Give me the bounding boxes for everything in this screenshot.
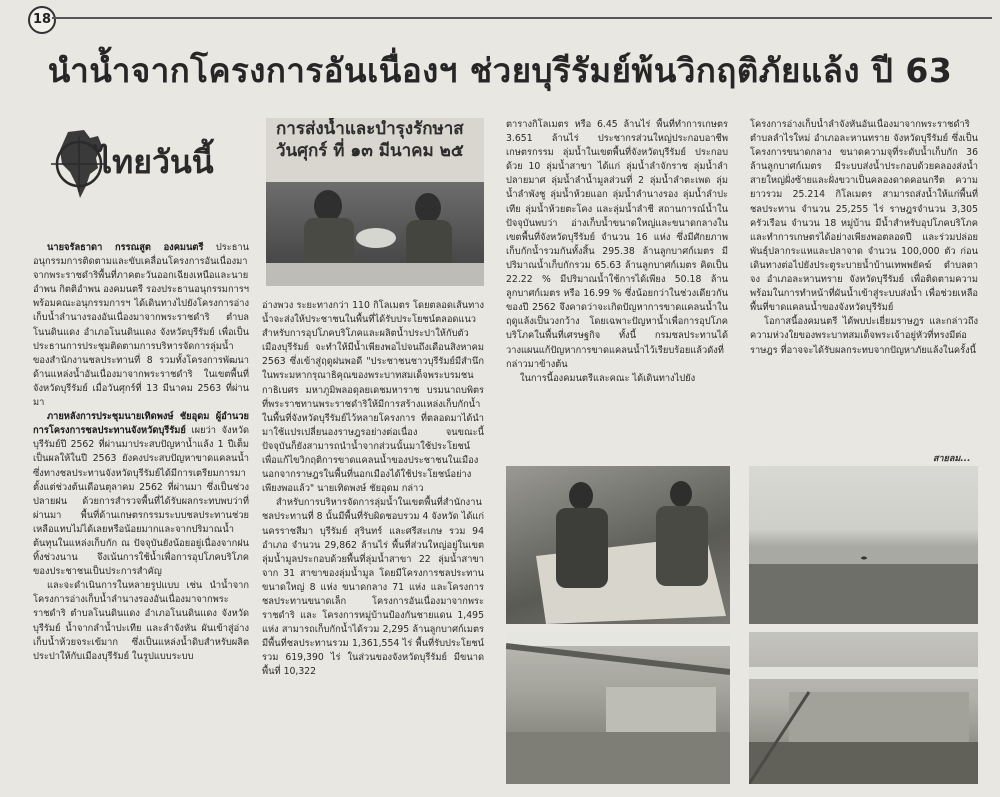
top-rule: [52, 17, 992, 19]
paragraph: ตารางกิโลเมตร หรือ 6.45 ล้านไร่ พื้นที่ทำการเกษตร 3.651 ล้านไร่ ประชากรส่วนใหญ่ประกอบอาชีพเกษตรกรรม ลุ่มน้ำในเขตพื้นที่จังหวัดบุรีรัมย์ ประกอบด้วย 10 ลุ่มน้ำสาขา ได้แก่ ลุ่มน้ำลำจักราช ลุ่มน้ำลำปลายมาศ ลุ่มน้ำลำน้ำมูลส่วนที่ 2 ลุ่มน้ำลำตะเพด ลุ่มน้ำลำพังชู ลุ่มน้ำห้วยแอก ลุ่มน้ำลำนางรอง ลุ่มน้ำลำปะเทีย ลุ่มน้ำห้วยตะโคง และลุ่มน้ำลำชี สถานการณ์น้ำในปัจจุบันพบว่า อ่างเก็บน้ำขนาดใหญ่และขนาดกลางในเขตพื้นที่จังหวัดบุรีรัมย์ จำนวน 16 แห่ง ซึ่งมีศักยภาพเก็บกักน้ำรวมกันทั้งสิ้น 295.38 ล้านลูกบาศก์เมตร มีปริมาณน้ำเก็บกักรวม 65.63 ล้านลูกบาศก์เมตร คิดเป็น 22.22 % มีปริมาณน้ำใช้การได้เพียง 50.18 ล้านลูกบาศก์เมตร หรือ 16.99 % ซึ่งน้อยกว่าในช่วงเดียวกันของปี 2562 จึงคาดว่าจะเกิดปัญหาการขาดแคลนน้ำในฤดูแล้งเป็นวงกว้าง โดยเฉพาะปัญหาน้ำเพื่อการอุปโภคบริโภคในพื้นที่เศรษฐกิจ ทั้งนี้ กรมชลประทานได้วางแผนแก้ปัญหาการขาดแคลนน้ำไว้เรียบร้อยแล้วดังที่กล่าวมาข้างต้น: [506, 119, 728, 370]
canal-photo: [506, 632, 730, 784]
officials-illustration: [266, 118, 484, 286]
paragraph: และจะดำเนินการในหลายรูปแบบ เช่น นำน้ำจากโครงการอ่างเก็บน้ำลำนางรองอันเนื่องมาจากพระราชดำริ ตำบลโนนดินแดง อำเภอโนนดินแดง จังหวัดบุรีรัมย์ น้ำจากลำน้ำปะเทีย และลำจังหัน ผันเข้าสู่อ่างเก็บน้ำห้วยจระเข้มาก ซึ่งเป็นแหล่งน้ำดิบสำหรับผลิตประปาให้กับเมืองบุรีรัมย์ ในรูปแบบระบบ: [33, 580, 249, 662]
photo-banner-line-2: วันศุกร์ ที่ ๑๓ มีนาคม ๒๕: [276, 141, 464, 161]
page-number: 18: [28, 6, 56, 34]
paragraph: โอกาสนี้องคมนตรี ได้พบปะเยี่ยมราษฎร และกล่าวถึงความห่วงใยของพระบาทสมเด็จพระเจ้าอยู่หัวที่ทรงมีต่อราษฎร ที่อาจจะได้รับผลกระทบจากปัญหาภัยแล้งในครั้งนี้: [750, 316, 978, 356]
paragraph: อ่างพวง ระยะทางกว่า 110 กิโลเมตร โดยตลอดเส้นทางน้ำจะส่งให้ประชาชนในพื้นที่ได้รับประโยชน์ตลอดแนวสำหรับการอุปโภคบริโภคและผลิตน้ำประปาให้กับตัวเมืองบุรีรัมย์ จะทำให้มีน้ำเพียงพอไปจนถึงเดือนสิงหาคม 2563 ซึ่งเข้าสู่ฤดูฝนพอดี "ประชาชนชาวบุรีรัมย์มีสำนึกในพระมหากรุณาธิคุณของพระบาทสมเด็จพระบรมชนกาธิเบศร มหาภูมิพลอดุลยเดชมหาราช บรมนาถบพิตร ที่พระราชทานพระราชดำริให้มีการสร้างแหล่งเก็บกักน้ำในพื้นที่จังหวัดบุรีรัมย์ไว้หลายโครงการ ที่ตลอดมาได้นำมาใช้แปรเปลี่ยนองราษฎรอย่างต่อเนื่อง จนขณะนี้ปัจจุบันก็ยังสามารถนำน้ำจากส่วนนั้นมาใช้ประโยชน์เพื่อแก้ไขวิกฤติการขาดแคลนน้ำของประชาชนในเมืองนอกจากราษฎรในพื้นที่นอกเมืองได้ใช้ประโยชน์อย่างเพียงพอแล้ว" นายเทิดพงษ์ ชัยอุดม กล่าว: [262, 300, 484, 495]
paragraph: ประธานอนุกรรมการติดตามและขับเคลื่อนโครงการอันเนื่องมาจากพระราชดำริพื้นที่ภาคตะวันออกเฉียงเหนือและนายอำพน กิตติอำพน องคมนตรี รองประธานอนุกรรมการฯ พร้อมคณะอนุกรรมการฯ ได้เดินทางไปยังโครงการอ่างเก็บน้ำลำนางรองอันเนื่องมาจากพระราชดำริ ตำบลโนนดินแดง อำเภอโนนดินแดง จังหวัดบุรีรัมย์ เพื่อเป็นประธานการประชุมติดตามการบริหารจัดการลุ่มน้ำของสำนักงานชลประทานที่ 8 รวมทั้งโครงการพัฒนาด้านแหล่งน้ำอันเนื่องมาจากพระราชดำริ ในเขตพื้นที่จังหวัดบุรีรัมย์ เมื่อวันศุกร์ที่ 13 มีนาคม 2563 ที่ผ่านมา: [33, 242, 249, 409]
headline: นำน้ำจากโครงการอันเนื่องฯ ช่วยบุรีรัมย์พ้นวิกฤติภัยแล้ง ปี 63: [47, 51, 953, 90]
paragraph: ในการนี้องคมนตรีและคณะ ได้เดินทางไปยัง: [520, 372, 696, 384]
meeting-photo: [266, 118, 484, 286]
canal-illustration: [506, 632, 730, 784]
paragraph: โครงการอ่างเก็บน้ำลำจังหันอันเนื่องมาจากพระราชดำริ ตำบลลำไรใหม่ อำเภอละหานทราย จังหวัดบุรีรัมย์ ซึ่งเป็นโครงการขนาดกลาง ขนาดความจุที่ระดับน้ำเก็บกัก 36 ล้านลูกบาศก์เมตร มีระบบส่งน้ำประกอบด้วยคลองส่งน้ำสายใหญ่ฝั่งซ้ายและฝั่งขวาเป็นคลองดาดคอนกรีต ความยาวรวม 25.214 กิโลเมตร สามารถส่งน้ำให้แก่พื้นที่ชลประทาน จำนวน 25,255 ไร่ ราษฎรจำนวน 3,305 ครัวเรือน จำนวน 18 หมู่บ้าน มีน้ำสำหรับอุปโภคบริโภคและทำการเกษตรได้อย่างเพียงพอตลอดปี และร่วมปล่อยพันธุ์ปลากระแหและปลาจาด จำนวน 100,000 ตัว ก่อนเดินทางต่อไปยังประตูระบายน้ำบ้านเทพพยัคฆ์ ตำบลตาจง อำเภอละหานทราย จังหวัดบุรีรัมย์ เพื่อติดตามความพร้อมในการทำหน้าที่ผันน้ำเข้าสู่ระบบส่งน้ำ เพื่อช่วยเหลือพื้นที่ขาดแคลนน้ำของจังหวัดบุรีรัมย์: [750, 119, 978, 314]
floodgate-illustration: [749, 632, 978, 784]
floodgate-photo: [749, 632, 978, 784]
paragraph: เผยว่า จังหวัดบุรีรัมย์ปี 2562 ที่ผ่านมาประสบปัญหาน้ำแล้ง 1 ปีเต็ม เป็นผลให้ในปี 2563 ยังคงประสบปัญหาขาดแคลนน้ำ ซึ่งทางชลประทานจังหวัดบุรีรัมย์ได้มีการเตรียมการมาตั้งแต่ช่วงต้นเดือนตุลาคม 2562 ที่ผ่านมา ซึ่งเป็นช่วงปลายฝน ด้วยการสำรวจพื้นที่ได้รับผลกระทบพบว่าที่ผ่านมา พื้นที่ด้านเกษตรกรรมระบบชลประทานช่วยเหลือแทบไม่ได้เลยหรือน้อยมากและจากปริมาณน้ำต้นทุนในแหล่งเก็บกัก ณ ปัจจุบันยังน้อยอยู่เนื่องจากฝนทิ้งช่วงนาน จึงเน้นการใช้น้ำเพื่อการอุปโภคบริโภคของประชาชนเป็นประการสำคัญ: [33, 425, 249, 578]
article-column-2: [262, 299, 484, 781]
lead-name: นายจรัลธาดา กรรณสูต องคมนตรี: [47, 242, 204, 253]
map-briefing-photo: [506, 466, 730, 624]
continued-marker: สายลม...: [933, 454, 971, 464]
paragraph: สำหรับการบริหารจัดการลุ่มน้ำในเขตพื้นที่สำนักงานชลประทานที่ 8 นั้นมีพื้นที่รับผิดชอบรวม 4 จังหวัด ได้แก่ นครราชสีมา บุรีรัมย์ สุรินทร์ และศรีสะเกษ รวม 94 อำเภอ จำนวน 29,862 ล้านไร่ พื้นที่ส่วนใหญ่อยู่ในเขตลุ่มน้ำมูลประกอบด้วยพื้นที่ลุ่มน้ำสาขา 22 ลุ่มน้ำสาขา จาก 31 สาขาของลุ่มน้ำมูล โดยมีโครงการชลประทานขนาดใหญ่ 8 แห่ง ขนาดกลาง 71 แห่ง และโครงการชลประทานขนาดเล็ก โครงการอันเนื่องมาจากพระราชดำริ และ โครงการหมู่บ้านป้องกันชายแดน 1,495 แห่ง สามารถเก็บกักน้ำได้รวม 2,295 ล้านลูกบาศก์เมตร มีพื้นที่ชลประทานรวม 1,361,554 ไร่ พื้นที่รับประโยชน์รวม 619,390 ไร่ ในส่วนของจังหวัดบุรีรัมย์ มีขนาดพื้นที่ 10,322: [262, 497, 484, 678]
reservoir-illustration: [749, 466, 978, 624]
article-column-3: [506, 118, 728, 450]
reservoir-photo: [749, 466, 978, 624]
photo-banner-line-1: การส่งน้ำและบำรุงรักษาส: [276, 119, 464, 139]
quoted-official: ภายหลังการประชุมนายเทิดพงษ์ ชัยอุดม ผู้อำนวยการโครงการชลประทานจังหวัดบุรีรัมย์: [33, 411, 249, 437]
section-logo: ไทยวันนี้: [96, 143, 214, 181]
article-column-4: [750, 118, 978, 430]
article-column-1: [33, 241, 249, 781]
map-briefing-illustration: [506, 466, 730, 624]
